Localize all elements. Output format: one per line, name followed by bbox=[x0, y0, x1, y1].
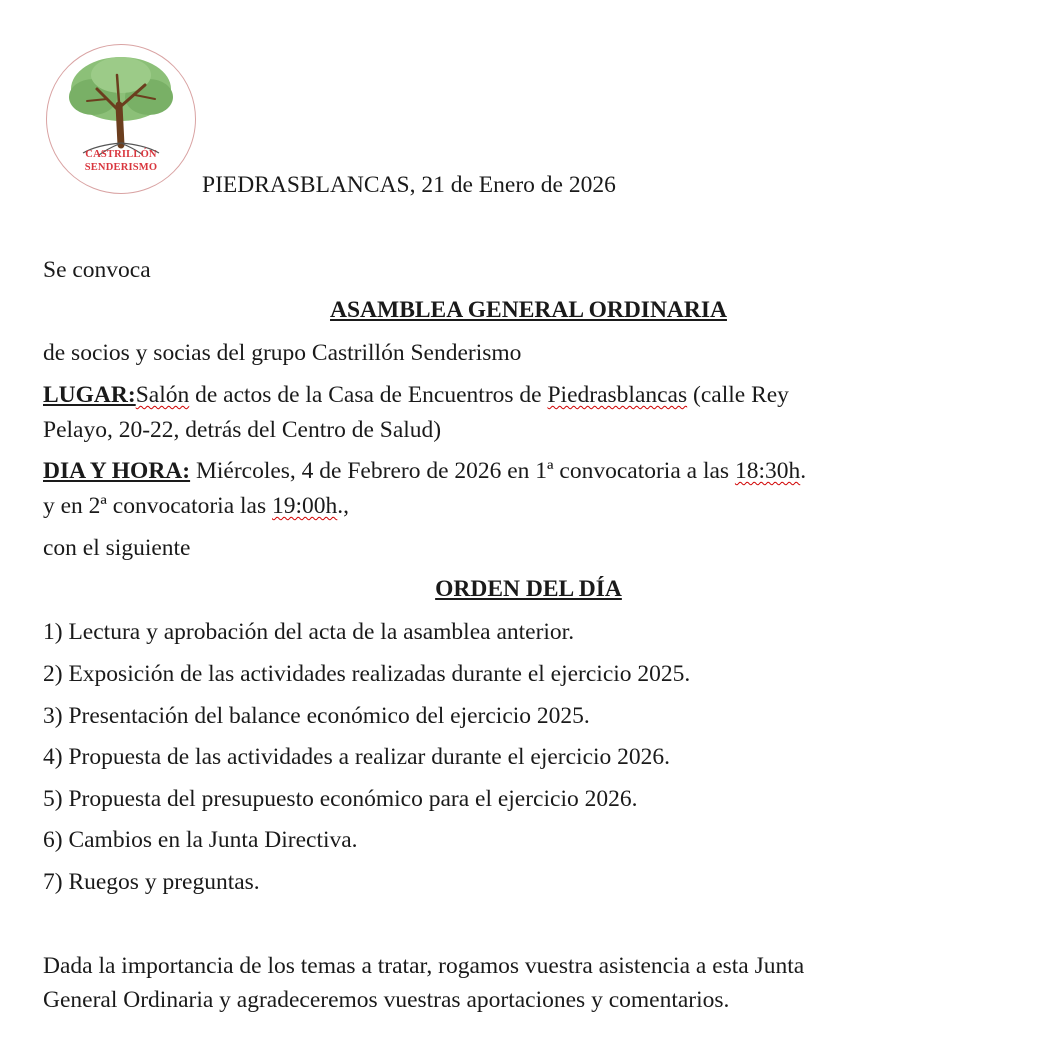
agenda-item: 7) Ruegos y preguntas. bbox=[43, 869, 260, 895]
subtitle: de socios y socias del grupo Castrillón Senderismo bbox=[43, 340, 522, 366]
club-logo bbox=[46, 44, 196, 194]
dia-hora-line2-a: y en 2ª convocatoria las bbox=[43, 493, 272, 519]
closing-line1: Dada la importancia de los temas a tratar, rogamos vuestra asistencia a esta Junta bbox=[43, 953, 805, 979]
dia-hora-text-a: Miércoles, 4 de Febrero de 2026 en 1ª convocatoria a las bbox=[190, 458, 735, 484]
lugar-label: LUGAR: bbox=[43, 382, 136, 408]
lugar-line2: Pelayo, 20-22, detrás del Centro de Salud) bbox=[43, 417, 442, 443]
dia-hora-label: DIA Y HORA: bbox=[43, 458, 191, 484]
dia-hora-line bbox=[43, 458, 806, 485]
agenda-item: 2) Exposición de las actividades realizadas durante el ejercicio 2025. bbox=[43, 661, 691, 687]
assembly-title: ASAMBLEA GENERAL ORDINARIA bbox=[330, 297, 727, 323]
agenda-title: ORDEN DEL DÍA bbox=[435, 576, 622, 602]
logo-text-line2: SENDERISMO bbox=[84, 162, 158, 173]
lugar-line bbox=[43, 382, 789, 409]
lugar-text-a: de actos de la Casa de Encuentros de bbox=[189, 382, 548, 408]
lugar-word-salon: Salón bbox=[135, 382, 190, 408]
lead-in: con el siguiente bbox=[43, 535, 191, 561]
agenda-item: 4) Propuesta de las actividades a realizar durante el ejercicio 2026. bbox=[43, 744, 671, 770]
place-date: PIEDRASBLANCAS, 21 de Enero de 2026 bbox=[202, 172, 616, 198]
agenda-item: 5) Propuesta del presupuesto económico para el ejercicio 2026. bbox=[43, 786, 638, 812]
agenda-item: 6) Cambios en la Junta Directiva. bbox=[43, 827, 358, 853]
intro-text: Se convoca bbox=[43, 257, 151, 283]
dia-hora-text-b: . bbox=[800, 458, 807, 484]
agenda-item: 3) Presentación del balance económico del ejercicio 2025. bbox=[43, 703, 590, 729]
agenda-item: 1) Lectura y aprobación del acta de la asamblea anterior. bbox=[43, 619, 575, 645]
lugar-word-piedrasblancas: Piedrasblancas bbox=[547, 382, 688, 408]
dia-hora-line2 bbox=[43, 493, 349, 520]
lugar-text-b: (calle Rey bbox=[687, 382, 789, 408]
time-second-call: 19:00h bbox=[272, 493, 338, 519]
closing-line2: General Ordinaria y agradeceremos vuestras aportaciones y comentarios. bbox=[43, 987, 730, 1013]
dia-hora-line2-b: ., bbox=[337, 493, 350, 519]
logo-text-line1: CASTRILLÓN bbox=[85, 149, 157, 160]
time-first-call: 18:30h bbox=[734, 458, 801, 484]
